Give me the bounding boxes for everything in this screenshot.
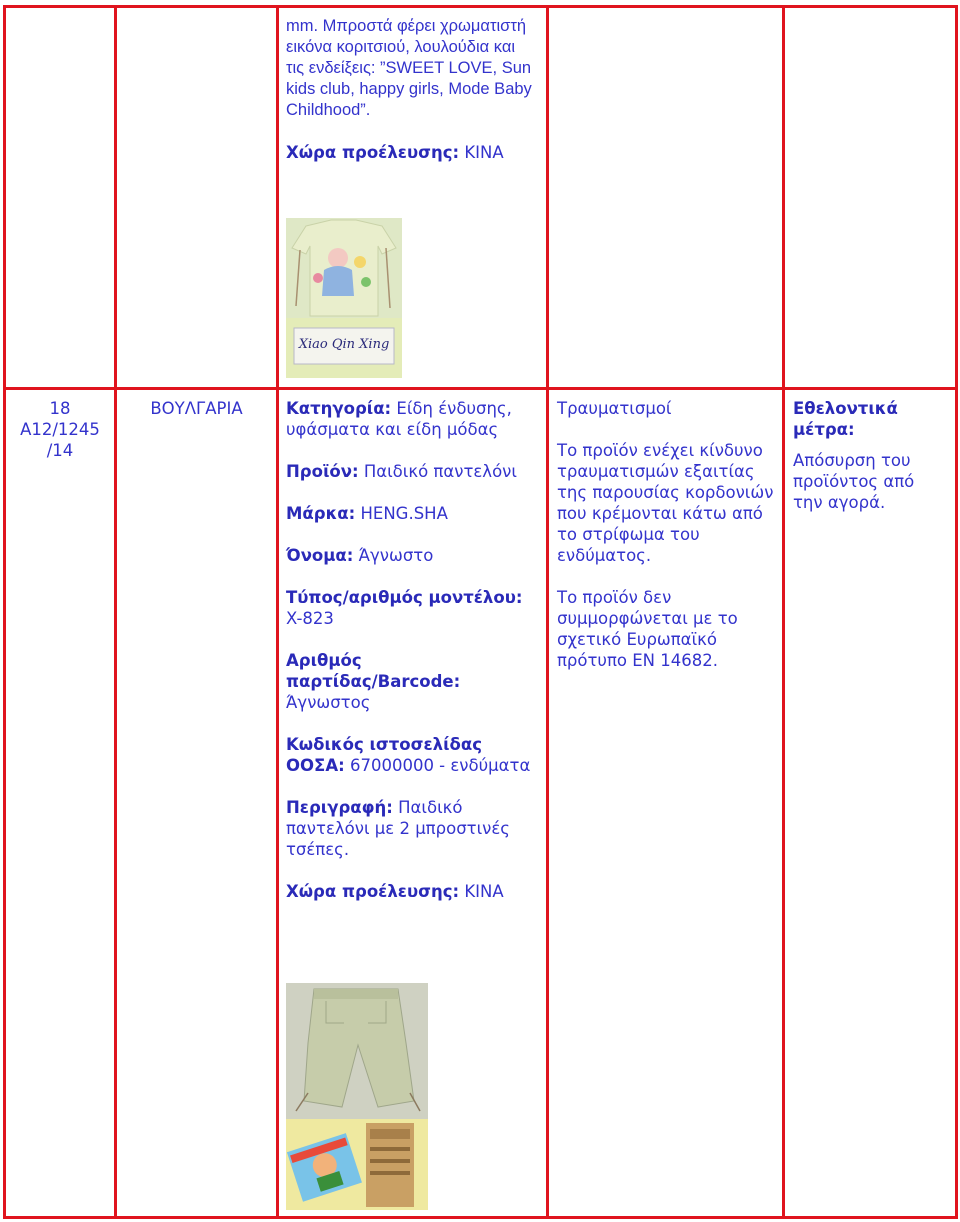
oecd-value: 67000000 - ενδύματα <box>349 756 531 775</box>
product-label: Προϊόν: <box>286 462 359 481</box>
name <box>286 545 538 566</box>
origin-value: ΚΙΝΑ <box>464 882 504 901</box>
description-label: Περιγραφή: <box>286 798 393 817</box>
model <box>286 587 538 629</box>
description-value: Παιδικό παντελόνι με 2 μπροστινές τσέπες. <box>286 798 510 859</box>
brand-value: HENG.SHA <box>360 504 448 523</box>
model-label: Τύπος/αριθμός μοντέλου: <box>286 588 523 607</box>
prev-origin-value: ΚΙΝΑ <box>464 143 504 162</box>
name-value: Άγνωστο <box>358 546 434 565</box>
table-border <box>955 5 958 1219</box>
risk-standard: Το προϊόν δεν συμμορφώνεται με το σχετικό Ευρωπαϊκό πρότυπο ΕΝ 14682. <box>557 588 738 670</box>
table-border <box>3 1216 958 1219</box>
prev-origin-label: Χώρα προέλευσης: <box>286 143 460 162</box>
product-value: Παιδικό παντελόνι <box>363 462 517 481</box>
tags-image <box>286 1119 428 1210</box>
risk-description: Το προϊόν ενέχει κίνδυνο τραυματισμών εξαιτίας της παρουσίας κορδονιών που κρέμονται κάτω από το στρίφωμα του ενδύματος. <box>557 441 774 565</box>
brand <box>286 503 538 524</box>
country: ΒΟΥΛΓΑΡΙΑ <box>150 399 243 418</box>
product <box>286 461 538 482</box>
measures-value: Απόσυρση του προϊόντος από την αγορά. <box>793 451 915 512</box>
risk-type: Τραυματισμοί <box>557 399 672 418</box>
prev-origin <box>286 142 536 163</box>
oecd-code <box>286 734 538 776</box>
country-cell <box>117 398 276 419</box>
batch <box>286 650 538 713</box>
measures-cell <box>793 398 949 534</box>
category-value: Είδη ένδυσης, υφάσματα και είδη μόδας <box>286 399 512 439</box>
prev-description-text: mm. Μπροστά φέρει χρωματιστή εικόνα κοριτσιού, λουλούδια και τις ενδείξεις: ”SWEET LOVE, Sun kids club, happy girls, Mode Baby Childhood”. <box>286 17 532 119</box>
label-brand-text: Xiao Qin Xing <box>298 337 390 352</box>
name-label: Όνομα: <box>286 546 354 565</box>
product-details-cell <box>286 398 538 923</box>
batch-label: Αριθμός παρτίδας/Barcode: <box>286 651 461 691</box>
table-border <box>3 387 958 390</box>
product-photo-trousers <box>286 983 428 1119</box>
measures-label: Εθελοντικά μέτρα: <box>793 399 898 439</box>
product-photo-shirt <box>286 218 402 318</box>
row-number-cell <box>6 398 114 461</box>
shirt-image <box>286 218 402 318</box>
batch-value: Άγνωστος <box>286 693 371 712</box>
row-ref-line2: /14 <box>46 441 74 460</box>
row-ref-line1: A12/1245 <box>20 420 100 439</box>
category-label: Κατηγορία: <box>286 399 392 418</box>
oecd-label: Κωδικός ιστοσελίδας ΟΟΣΑ: <box>286 735 482 775</box>
table-border <box>782 5 785 1219</box>
product-photo-tags <box>286 1119 428 1210</box>
product-photo-label <box>286 318 402 378</box>
brand-label: Μάρκα: <box>286 504 356 523</box>
prev-description-cell <box>286 16 536 184</box>
model-value: X-823 <box>286 609 334 628</box>
category <box>286 398 538 440</box>
origin <box>286 881 538 902</box>
table-border <box>546 5 549 1219</box>
table-border <box>276 5 279 1219</box>
trousers-image <box>286 983 428 1119</box>
description <box>286 797 538 860</box>
table-border <box>3 5 6 1219</box>
risk-cell <box>557 398 775 692</box>
row-number: 18 <box>49 399 71 418</box>
table-border <box>114 5 117 1219</box>
origin-label: Χώρα προέλευσης: <box>286 882 460 901</box>
table-border <box>3 5 958 8</box>
